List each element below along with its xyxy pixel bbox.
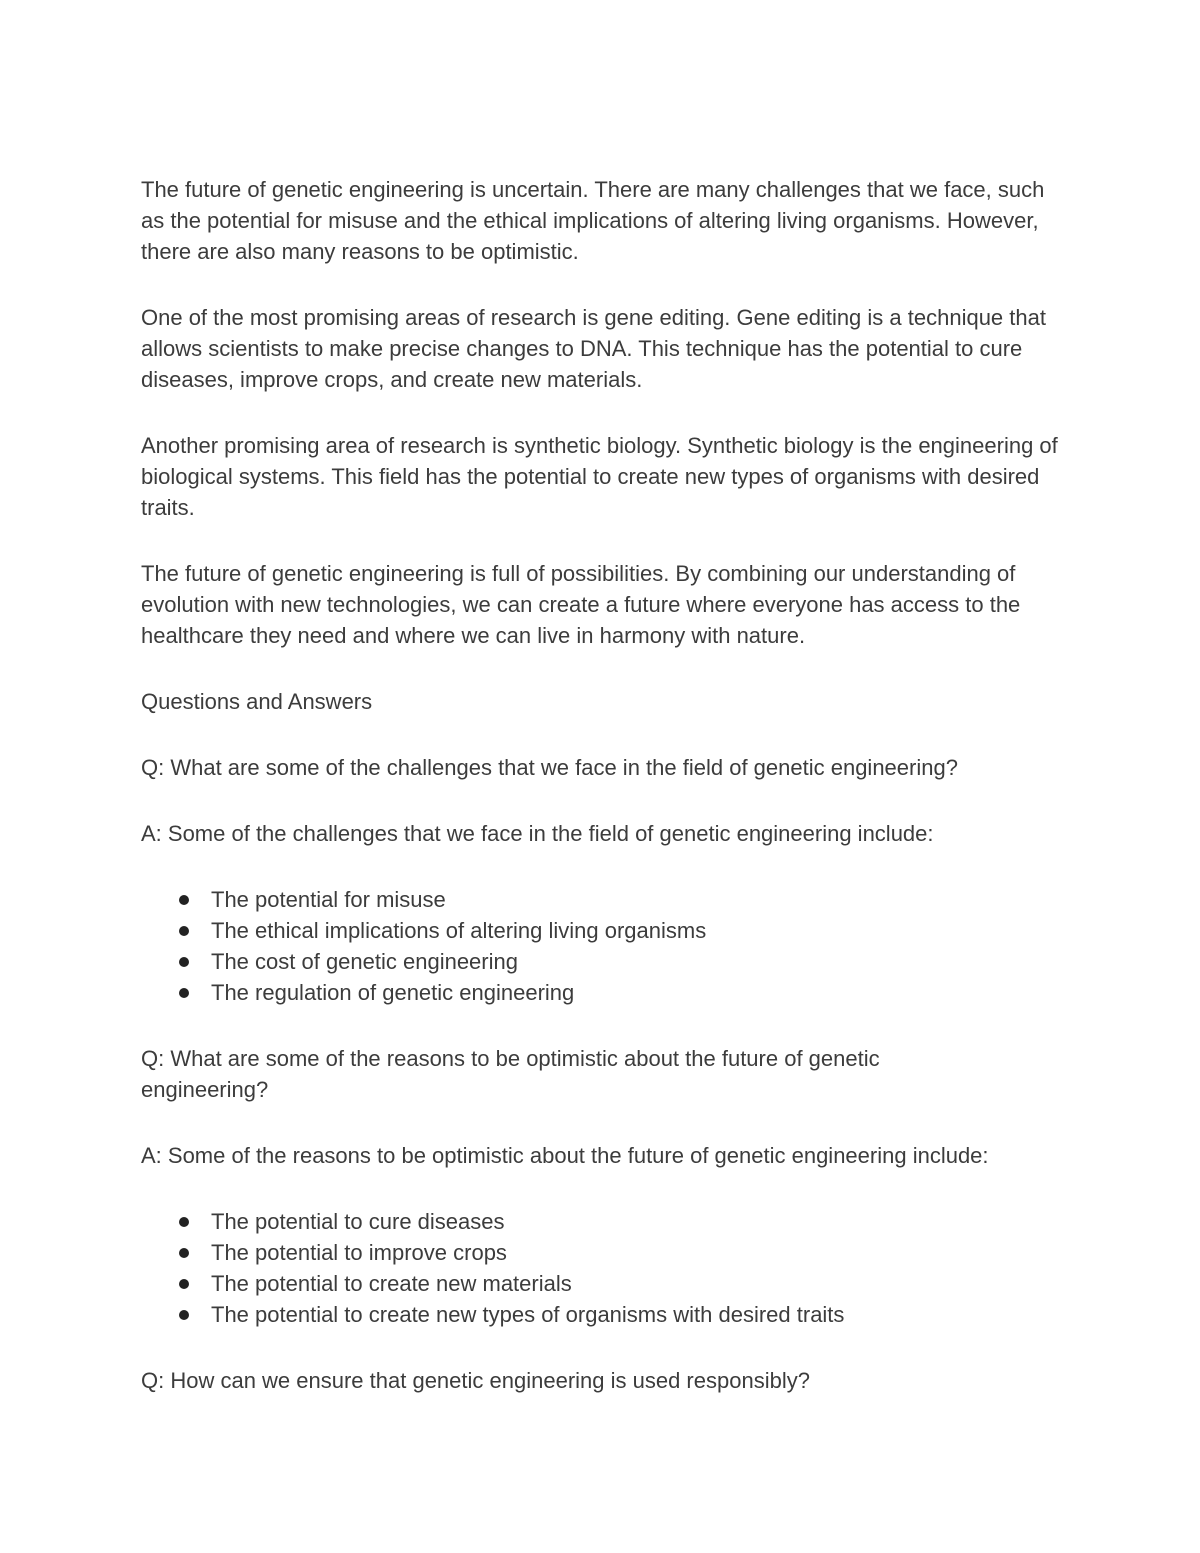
list-item: The ethical implications of altering living organisms: [141, 915, 1071, 946]
bullet-icon: [179, 957, 189, 967]
answer-1: A: Some of the challenges that we face in the field of genetic engineering include:: [141, 821, 934, 846]
qa-heading: Questions and Answers: [141, 689, 373, 714]
bullet-icon: [179, 1279, 189, 1289]
bullet-icon: [179, 1310, 189, 1320]
answer-1-list: [141, 884, 1071, 1008]
question-1: Q: What are some of the challenges that we face in the field of genetic engineering?: [141, 755, 958, 780]
document-page: [141, 174, 1071, 1431]
question-2: Q: What are some of the reasons to be optimistic about the future of genetic engineering?: [141, 1046, 880, 1102]
list-item: The potential to improve crops: [141, 1237, 1071, 1268]
bullet-icon: [179, 1248, 189, 1258]
bullet-icon: [179, 895, 189, 905]
paragraph-gene-editing: One of the most promising areas of research is gene editing. Gene editing is a technique that allows scientists to make precise changes to DNA. This technique has the potential to cure diseases, improve crops, and create new materials.: [141, 305, 1046, 392]
list-item: The potential to create new types of organisms with desired traits: [141, 1299, 1071, 1330]
list-item: The regulation of genetic engineering: [141, 977, 1071, 1008]
bullet-icon: [179, 1217, 189, 1227]
bullet-icon: [179, 926, 189, 936]
answer-2: A: Some of the reasons to be optimistic about the future of genetic engineering include:: [141, 1143, 989, 1168]
list-item: The potential to create new materials: [141, 1268, 1071, 1299]
question-3: Q: How can we ensure that genetic engineering is used responsibly?: [141, 1368, 810, 1393]
list-item: The potential to cure diseases: [141, 1206, 1071, 1237]
paragraph-possibilities: The future of genetic engineering is full of possibilities. By combining our understanding of evolution with new technologies, we can create a future where everyone has access to the healthcare they need and where we can live in harmony with nature.: [141, 561, 1021, 648]
paragraph-synthetic-biology: Another promising area of research is synthetic biology. Synthetic biology is the engineering of biological systems. This field has the potential to create new types of organisms with desired traits.: [141, 433, 1058, 520]
bullet-icon: [179, 988, 189, 998]
list-item: The cost of genetic engineering: [141, 946, 1071, 977]
answer-2-list: [141, 1206, 1071, 1330]
list-item: The potential for misuse: [141, 884, 1071, 915]
paragraph-intro: The future of genetic engineering is uncertain. There are many challenges that we face, such as the potential for misuse and the ethical implications of altering living organisms. However, there are also many reasons to be optimistic.: [141, 177, 1045, 264]
